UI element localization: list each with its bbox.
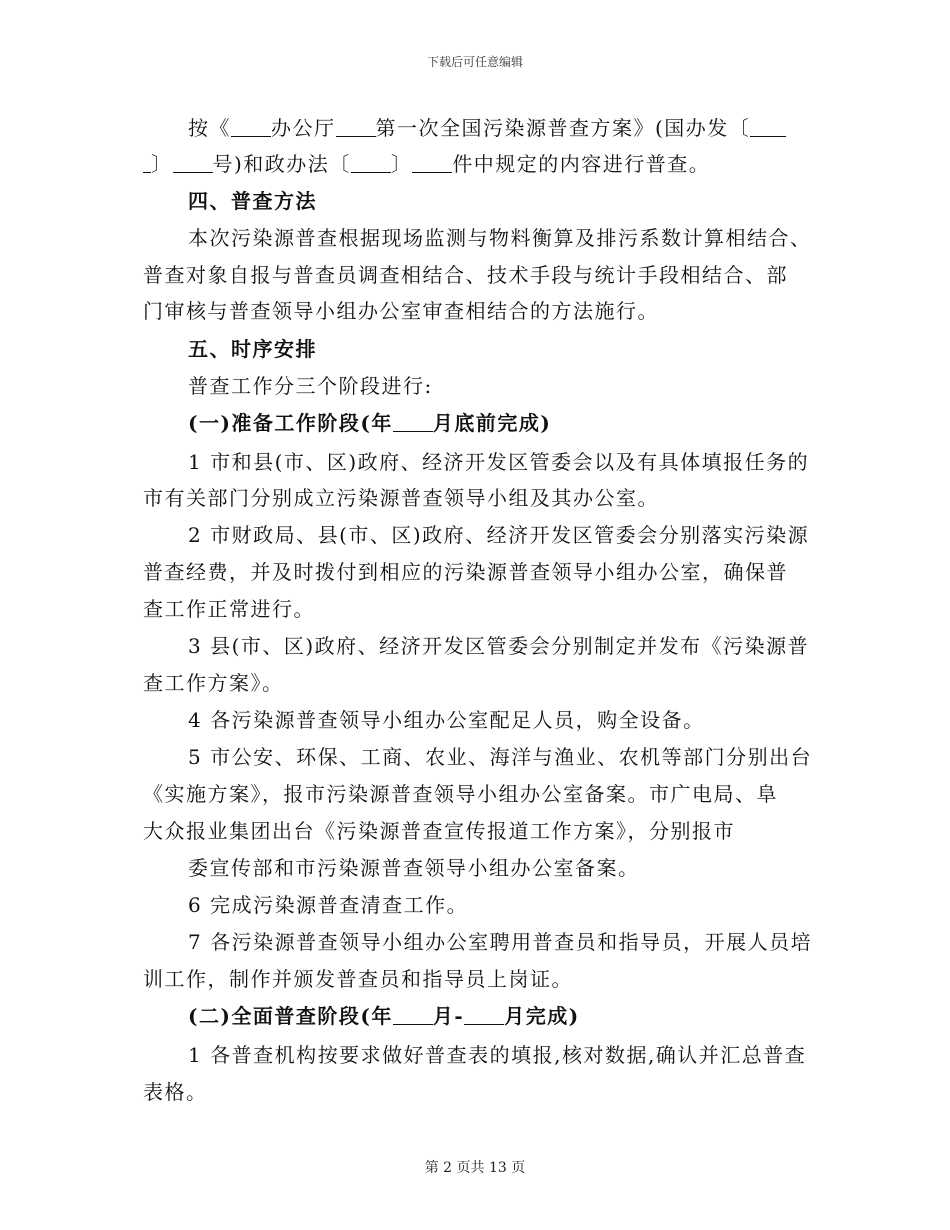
paragraph-line: 1 市和县(市、区)政府、经济开发区管委会以及有具体填报任务的 xyxy=(188,450,810,474)
text-run: (一)准备工作阶段(年 xyxy=(188,411,393,435)
paragraph-line: 本次污染源普查根据现场监测与物料衡算及排污系数计算相结合、 xyxy=(188,226,812,250)
page-footer: 第 2 页共 13 页 xyxy=(424,1160,526,1176)
paragraph-line: 查工作正常进行。 xyxy=(143,597,315,621)
paragraph-line: 门审核与普查领导小组办公室审查相结合的方法施行。 xyxy=(143,299,659,323)
paragraph-line: 查工作方案》。 xyxy=(143,671,284,695)
fill-blank xyxy=(412,154,452,173)
paragraph-line: 3 县(市、区)政府、经济开发区管委会分别制定并发布《污染源普 xyxy=(188,634,810,658)
fill-blank xyxy=(464,1006,504,1025)
paragraph-line: 2 市财政局、县(市、区)政府、经济开发区管委会分别落实污染源 xyxy=(188,523,810,547)
paragraph-line: 6 完成污染源普查清查工作。 xyxy=(188,893,469,917)
fill-blank xyxy=(173,154,213,173)
text-run: 〕 xyxy=(390,152,413,176)
paragraph-line: 1 各普查机构按要求做好普查表的填报,核对数据,确认并汇总普查 xyxy=(188,1043,807,1067)
page-header: 下载后可任意编辑 xyxy=(426,55,523,69)
text-run: 办公厅 xyxy=(271,116,336,140)
paragraph-line: 训工作，制作并颁发普查员和指导员上岗证。 xyxy=(143,967,573,991)
paragraph-line: 大众报业集团出台《污染源普查宣传报道工作方案》，分别报市 xyxy=(143,819,735,843)
subsection-heading xyxy=(188,1004,580,1028)
text-run: 第一次全国污染源普查方案》(国办发〔 xyxy=(375,116,751,140)
paragraph-line: 4 各污染源普查领导小组办公室配足人员，购全设备。 xyxy=(188,708,705,732)
paragraph-line: 7 各污染源普查领导小组办公室聘用普查员和指导员，开展人员培 xyxy=(188,930,813,954)
paragraph-line: 5 市公安、环保、工商、农业、海洋与渔业、农机等部门分别出台 xyxy=(188,745,813,769)
text-run: 月- xyxy=(432,1004,465,1028)
section-heading: 四、普查方法 xyxy=(188,189,317,213)
text-run: (二)全面普查阶段(年 xyxy=(188,1004,393,1028)
text-run: 号)和政办法〔 xyxy=(212,152,351,176)
fill-blank xyxy=(393,413,433,432)
text-run: 月底前完成) xyxy=(432,411,552,435)
text-run: 〕 xyxy=(151,152,173,176)
paragraph-line xyxy=(188,116,786,140)
text-run: 件中规定的内容进行普查。 xyxy=(452,152,711,176)
fill-blank xyxy=(351,154,391,173)
paragraph-line xyxy=(143,152,710,176)
paragraph-line: 普查工作分三个阶段进行: xyxy=(188,374,433,398)
fill-blank xyxy=(750,118,786,137)
text-run: 按《 xyxy=(188,116,231,140)
paragraph-line: 表格。 xyxy=(143,1080,208,1104)
paragraph-line: 普查对象自报与普查员调查相结合、技术手段与统计手段相结合、部 xyxy=(143,263,788,287)
fill-blank xyxy=(336,118,376,137)
subsection-heading xyxy=(188,411,551,435)
fill-blank xyxy=(143,154,151,173)
paragraph-line: 市有关部门分别成立污染源普查领导小组及其办公室。 xyxy=(143,486,659,510)
section-heading: 五、时序安排 xyxy=(188,337,317,361)
paragraph-line: 普查经费，并及时拨付到相应的污染源普查领导小组办公室，确保普 xyxy=(143,560,788,584)
paragraph-line: 《实施方案》，报市污染源普查领导小组办公室备案。市广电局、阜 xyxy=(143,782,778,806)
text-run: 月完成) xyxy=(504,1004,580,1028)
fill-blank xyxy=(231,118,271,137)
paragraph-line: 委宣传部和市污染源普查领导小组办公室备案。 xyxy=(188,856,640,880)
fill-blank xyxy=(393,1006,433,1025)
